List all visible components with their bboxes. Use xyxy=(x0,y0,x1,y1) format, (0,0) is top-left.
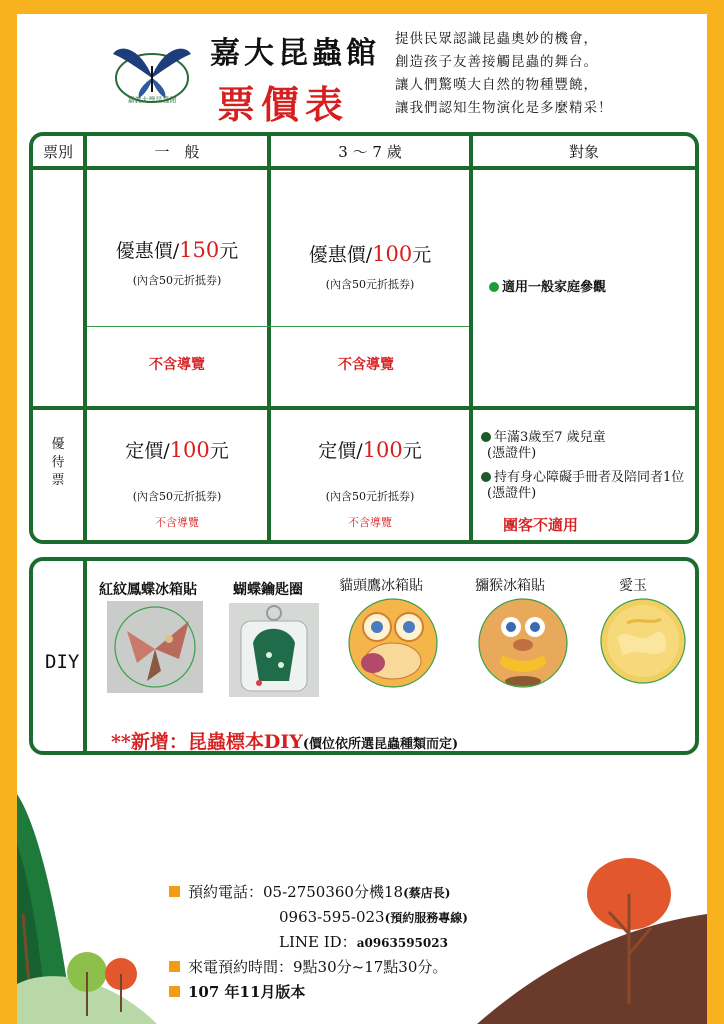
butterfly-magnet-image xyxy=(107,601,203,693)
logo-text: 嘉義大學昆蟲館 xyxy=(127,96,177,104)
new-specimen-diy: **新增：昆蟲標本DIY(價位依所選昆蟲種類而定) xyxy=(111,731,459,753)
discount-general-no-guide: 不含導覽 xyxy=(149,357,205,373)
diy-label: DIY xyxy=(45,651,80,673)
owl-magnet-image xyxy=(347,597,439,689)
square-bullet-icon xyxy=(169,961,180,972)
version-row: 107 年11月版本 xyxy=(169,980,468,1005)
butterfly-keychain-image xyxy=(229,603,319,697)
ticket-price-poster xyxy=(17,14,707,1024)
discount-general-price: 優惠價/150元 xyxy=(115,238,239,262)
header-general: 一 般 xyxy=(154,143,200,161)
diy-item-5-label: 愛玉 xyxy=(619,578,647,594)
aiyu-jelly-image xyxy=(599,597,687,685)
discount-child-note: (內含50元折抵券) xyxy=(325,278,415,291)
bullet-icon xyxy=(481,432,491,442)
museum-title: 嘉大昆蟲館 xyxy=(210,36,380,71)
diy-item-4-label: 獼猴冰箱貼 xyxy=(475,578,545,594)
pref-child-price: 定價/100元 xyxy=(318,438,422,462)
pref-child-note: (內含50元折抵券) xyxy=(325,490,415,503)
group-not-applicable: 團客不適用 xyxy=(503,516,579,534)
square-bullet-icon xyxy=(169,886,180,897)
pref-audience-2: 持有身心障礙手冊者及陪同者1位 (憑證件) xyxy=(481,470,695,502)
line-id-row: LINE ID：a0963595023 xyxy=(279,933,448,951)
header-audience: 對象 xyxy=(568,143,599,161)
diy-item-1-label: 紅紋鳳蝶冰箱貼 xyxy=(99,582,197,598)
discount-audience: 適用一般家庭參觀 xyxy=(489,280,606,296)
hours-row: 來電預約時間：9點30分~17點30分。 xyxy=(169,955,468,980)
discount-general-note: (內含50元折抵券) xyxy=(132,274,222,287)
preferential-label: 優 待 票 xyxy=(51,437,65,488)
intro-text: 提供民眾認識昆蟲奧妙的機會， 創造孩子友善接觸昆蟲的舞台。 讓人們驚嘆大自然的物種豐饒， 讓我們認知生物演化是多麼精采！ xyxy=(395,31,613,116)
phone-row: 預約電話：05-2750360分機18(蔡店長) xyxy=(169,880,468,905)
price-table xyxy=(29,132,699,544)
bullet-icon xyxy=(481,472,491,482)
pref-general-no-guide: 不含導覽 xyxy=(155,516,199,529)
page-title: 票價表 xyxy=(217,82,350,127)
pref-general-price: 定價/100元 xyxy=(125,438,229,462)
square-bullet-icon xyxy=(169,986,180,997)
diy-item-3-label: 貓頭鷹冰箱貼 xyxy=(339,578,423,594)
phone-row-2: 0963-595-023(預約服務專線) xyxy=(279,908,468,926)
header-ticket-type: 票別 xyxy=(42,143,73,161)
pref-general-note: (內含50元折抵券) xyxy=(132,490,222,503)
bullet-icon xyxy=(489,282,499,292)
monkey-magnet-image xyxy=(477,597,569,689)
discount-child-price: 優惠價/100元 xyxy=(308,242,432,266)
header-child: 3 ～ 7 歲 xyxy=(338,143,402,161)
diy-section xyxy=(29,557,699,755)
contact-info xyxy=(169,880,468,1005)
pref-audience-1: 年滿3歲至7 歲兒童 (憑證件) xyxy=(481,430,691,462)
diy-item-2-label: 蝴蝶鑰匙圈 xyxy=(233,582,303,598)
discount-child-no-guide: 不含導覽 xyxy=(338,357,394,373)
pref-child-no-guide: 不含導覽 xyxy=(348,516,392,529)
butterfly-logo xyxy=(109,36,195,106)
